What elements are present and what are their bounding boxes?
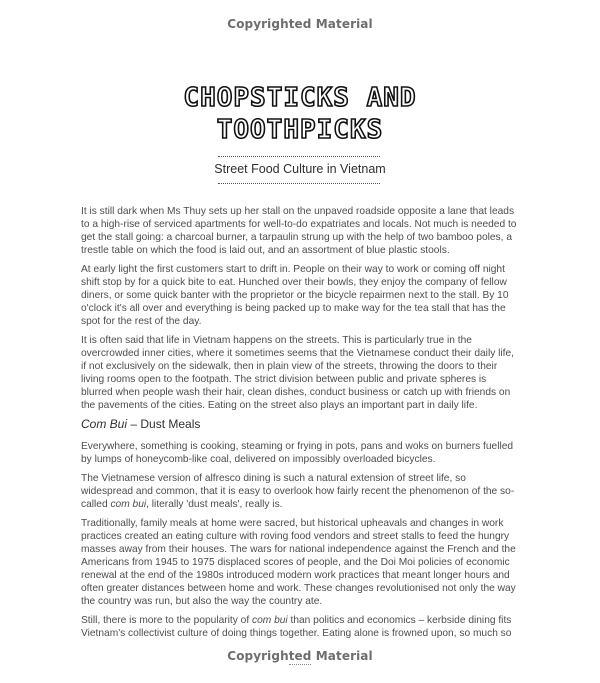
paragraph: Traditionally, family meals at home were sacred, but historical upheavals and changes in work practices created an eating culture with roving food vendors and street stalls to feed the hungry masses away from their houses. The wars for national independence against the French and the Americans from 1945 to 1975 displaced scores of people, and the Doi Moi policies of economic renewal at the end of the 1980s introduced modern work practices that meant longer hours and often greater distances between home and work. These changes revolutionised not only the way the country was run, but also the way the country ate. bbox=[81, 517, 516, 608]
paragraph-text: The Vietnamese version of alfresco dining is such a natural extension of street life, so widespread and common, that it is easy to overlook how fairly recent the phenomenon of the so-called bbox=[81, 472, 515, 511]
section-heading-rest: – Dust Meals bbox=[127, 417, 201, 432]
paragraph-text: Still, there is more to the popularity of bbox=[81, 614, 253, 626]
subtitle-divider-top bbox=[218, 156, 380, 157]
copyright-banner-top: Copyrighted Material bbox=[227, 17, 373, 31]
paragraph bbox=[81, 614, 520, 640]
chapter-body bbox=[81, 205, 520, 645]
paragraph-italic: com bui bbox=[252, 614, 288, 626]
paragraph-text: than politics and economics – kerbside dining fits Vietnam's collectivist culture of doing things together. Eating alone is frowned upon, so much so bbox=[81, 614, 512, 639]
paragraph bbox=[81, 472, 520, 511]
paragraph: It is often said that life in Vietnam happens on the streets. This is particularly true in the overcrowded inner cities, where it sometimes seems that the Vietnamese conduct their daily life, if not exclusively on the sidewalk, then in plain view of the streets, throwing the doors to their living rooms open to the footpath. The strict division between public and private spheres is blurred when people wash their hair, clean dishes, conduct business or catch up with friends on the pavements of the cities. Eating on the street also plays an important part in daily life. bbox=[81, 334, 514, 412]
chapter-title-line-1: CHOPSTICKS AND bbox=[183, 83, 417, 113]
chapter-title-line-2: TOOTHPICKS bbox=[216, 115, 384, 145]
page-footer-dots bbox=[289, 664, 311, 665]
section-heading bbox=[81, 418, 520, 431]
subtitle-divider-bottom bbox=[218, 183, 380, 184]
paragraph: It is still dark when Ms Thuy sets up her stall on the unpaved roadside opposite a lane that leads to a high-rise of serviced apartments for well-to-do expatriates and locals. Not much is needed to get the stall going: a charcoal burner, a tarpaulin strung up with the help of two bamboo poles, a trestle table on which the food is laid out, and an assortment of blue plastic stools. bbox=[81, 206, 517, 257]
paragraph-italic: com bui bbox=[110, 499, 147, 511]
copyright-banner-bottom: Copyrighted Material bbox=[227, 649, 373, 663]
section-heading-italic: Com Bui bbox=[81, 417, 128, 432]
paragraph: Everywhere, something is cooking, steaming or frying in pots, pans and woks on burners fuelled by lumps of honeycomb-like coal, delivered on impossibly overloaded bicycles. bbox=[81, 441, 514, 466]
paragraph-text: , literally 'dust meals', really is. bbox=[146, 499, 283, 511]
chapter-subtitle: Street Food Culture in Vietnam bbox=[214, 162, 386, 176]
paragraph: At early light the first customers start to drift in. People on their way to work or coming off night shift stop by for a quick bite to eat. Hunched over their bowls, they enjoy the company of fellow diners, or some quick banter with the proprietor or the bicycle repairmen next to the stall. By 10 o'clock it's all over and everything is being packed up to make way for the tea stall that has the spot for the rest of the day. bbox=[81, 263, 509, 328]
